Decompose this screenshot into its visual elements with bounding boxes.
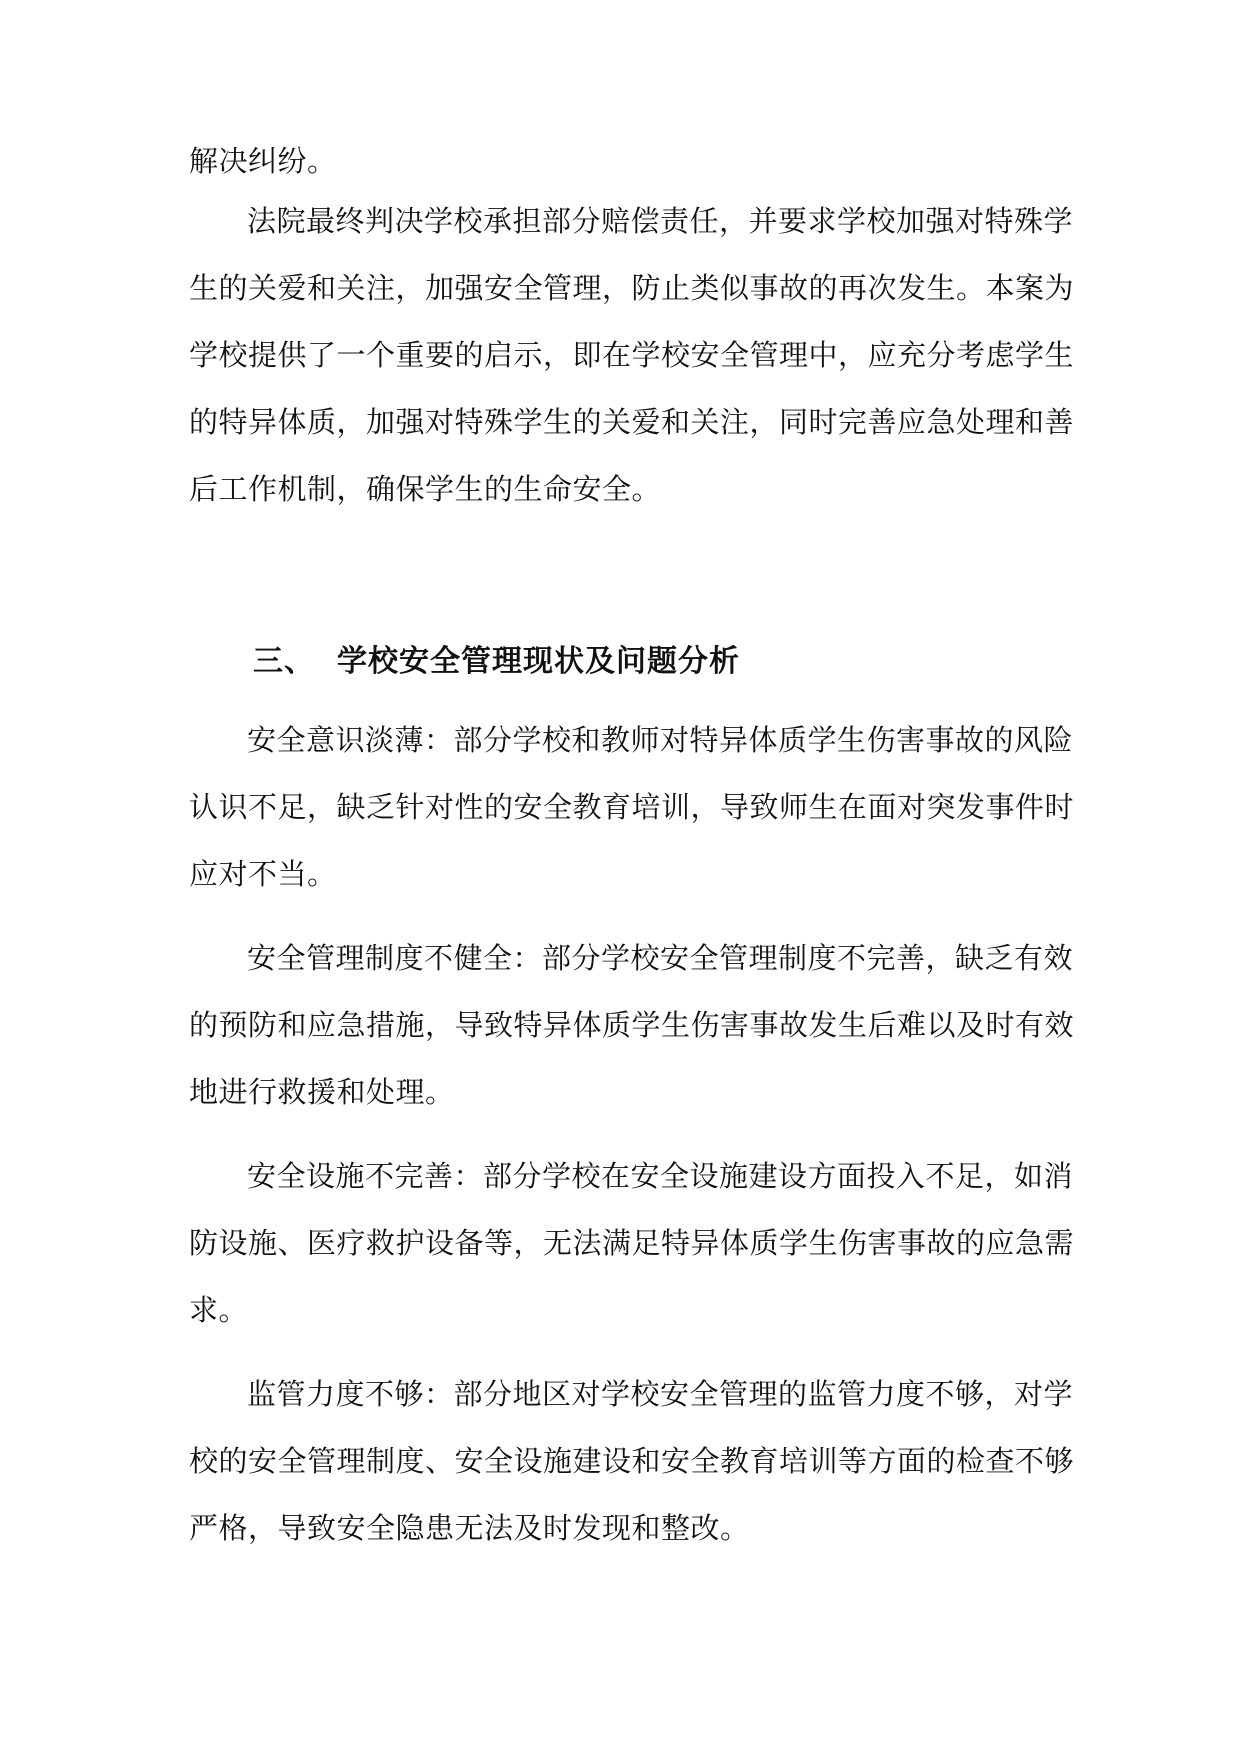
paragraph-line: 安全管理制度不健全：部分学校安全管理制度不完善，缺乏有效 [247, 941, 1074, 975]
paragraph-line: 认识不足，缺乏针对性的安全教育培训，导致师生在面对突发事件时 [189, 790, 1075, 824]
section-heading [253, 643, 740, 681]
paragraph-line: 后工作机制，确保学生的生命安全。 [189, 472, 662, 506]
paragraph-line: 监管力度不够：部分地区对学校安全管理的监管力度不够，对学 [247, 1377, 1074, 1411]
section-title: 学校安全管理现状及问题分析 [337, 644, 740, 679]
paragraph-line: 学校提供了一个重要的启示，即在学校安全管理中，应充分考虑学生 [189, 338, 1075, 372]
paragraph-line: 的特异体质，加强对特殊学生的关爱和关注，同时完善应急处理和善 [189, 405, 1075, 439]
paragraph-line: 安全意识淡薄：部分学校和教师对特异体质学生伤害事故的风险 [247, 723, 1074, 757]
paragraph-line: 地进行救援和处理。 [189, 1075, 455, 1109]
paragraph-line: 解决纠纷。 [189, 144, 337, 178]
paragraph-line: 校的安全管理制度、安全设施建设和安全教育培训等方面的检查不够 [189, 1444, 1075, 1478]
paragraph-line: 求。 [189, 1293, 249, 1327]
paragraph-line: 生的关爱和关注，加强安全管理，防止类似事故的再次发生。本案为 [189, 271, 1075, 305]
paragraph-line: 应对不当。 [189, 857, 337, 891]
paragraph-line: 严格，导致安全隐患无法及时发现和整改。 [189, 1511, 750, 1545]
section-number: 三、 [253, 644, 315, 679]
paragraph-line: 法院最终判决学校承担部分赔偿责任，并要求学校加强对特殊学 [247, 204, 1074, 238]
paragraph-line: 安全设施不完善：部分学校在安全设施建设方面投入不足，如消 [247, 1159, 1074, 1193]
paragraph-line: 防设施、医疗救护设备等，无法满足特异体质学生伤害事故的应急需 [189, 1226, 1075, 1260]
paragraph-line: 的预防和应急措施，导致特异体质学生伤害事故发生后难以及时有效 [189, 1008, 1075, 1042]
